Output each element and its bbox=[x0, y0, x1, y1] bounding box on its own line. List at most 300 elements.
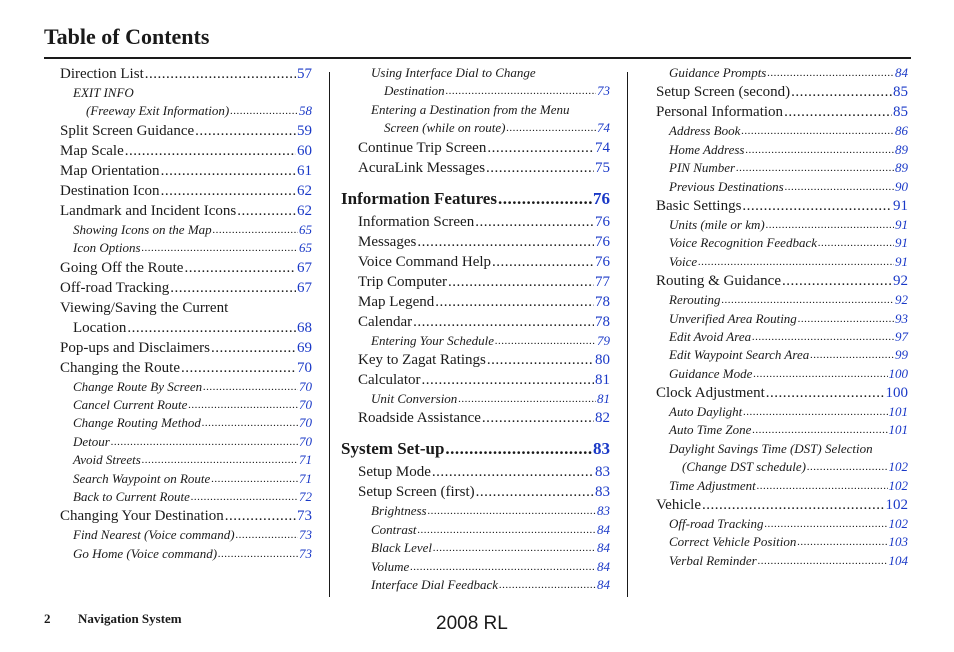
dot-leader bbox=[767, 64, 894, 82]
toc-entry-label: Time Adjustment bbox=[669, 477, 756, 493]
toc-entry[interactable] bbox=[60, 102, 312, 120]
toc-entry-label: Changing the Route bbox=[60, 359, 180, 376]
toc-entry-label: Basic Settings bbox=[656, 197, 742, 214]
dot-leader bbox=[782, 271, 892, 291]
dot-leader bbox=[487, 138, 594, 158]
toc-page-link[interactable]: 74 bbox=[597, 120, 610, 136]
toc-section-heading[interactable] bbox=[341, 436, 610, 462]
toc-entry[interactable] bbox=[358, 272, 610, 292]
toc-page-link[interactable]: 71 bbox=[299, 452, 312, 468]
dot-leader bbox=[766, 383, 885, 403]
toc-entry[interactable] bbox=[656, 365, 908, 383]
toc-entry-label: Calculator bbox=[358, 371, 421, 388]
toc-entry-label: Search Waypoint on Route bbox=[73, 470, 211, 486]
toc-entry[interactable] bbox=[358, 462, 610, 482]
dot-leader bbox=[237, 201, 296, 221]
dot-leader bbox=[753, 365, 887, 383]
toc-entry[interactable] bbox=[358, 370, 610, 390]
toc-entry[interactable] bbox=[60, 239, 312, 257]
toc-entry[interactable] bbox=[60, 378, 312, 396]
toc-entry-label: Previous Destinations bbox=[669, 178, 784, 194]
toc-entry-label: Trip Computer bbox=[358, 273, 448, 290]
toc-entry-label: Verbal Reminder bbox=[669, 552, 757, 568]
dot-leader bbox=[188, 396, 298, 414]
toc-page-link[interactable]: 82 bbox=[595, 410, 610, 427]
toc-page-link[interactable]: 76 bbox=[595, 213, 610, 230]
toc-page-link[interactable]: 103 bbox=[888, 534, 908, 550]
toc-entry[interactable] bbox=[358, 390, 610, 408]
dot-leader bbox=[766, 216, 894, 234]
toc-entry-label: Find Nearest (Voice command) bbox=[73, 527, 235, 543]
toc-entry[interactable] bbox=[358, 502, 610, 520]
toc-entry[interactable] bbox=[656, 383, 908, 403]
toc-entry[interactable] bbox=[358, 82, 610, 100]
toc-entry-label: Destination bbox=[384, 83, 445, 99]
toc-page-link[interactable]: 89 bbox=[895, 141, 908, 157]
toc-entry-label: Vehicle bbox=[656, 497, 701, 514]
dot-leader bbox=[446, 82, 596, 100]
toc-page-link[interactable]: 91 bbox=[893, 197, 908, 214]
dot-leader bbox=[743, 403, 887, 421]
toc-entry[interactable] bbox=[358, 521, 610, 539]
toc-entry[interactable] bbox=[60, 545, 312, 563]
toc-entry[interactable] bbox=[358, 482, 610, 502]
toc-entry[interactable] bbox=[60, 318, 312, 338]
toc-page-link[interactable]: 85 bbox=[893, 84, 908, 101]
toc-entry-label: Voice bbox=[669, 253, 698, 269]
toc-page-link[interactable]: 77 bbox=[595, 273, 610, 290]
toc-entry-label: Setup Screen (first) bbox=[358, 484, 475, 501]
toc-page-link[interactable]: 104 bbox=[888, 552, 908, 568]
dot-leader bbox=[752, 421, 887, 439]
dot-leader bbox=[475, 212, 594, 232]
dot-leader bbox=[161, 181, 296, 201]
toc-entry-label: Units (mile or km) bbox=[669, 216, 765, 232]
toc-entry[interactable] bbox=[656, 477, 908, 495]
toc-entry[interactable] bbox=[358, 212, 610, 232]
dot-leader bbox=[752, 328, 894, 346]
column-divider bbox=[627, 72, 628, 597]
toc-entry[interactable] bbox=[656, 291, 908, 309]
toc-entry[interactable] bbox=[656, 346, 908, 364]
toc-page-link[interactable]: 61 bbox=[297, 162, 312, 179]
toc-page-link[interactable]: 68 bbox=[297, 319, 312, 336]
toc-entry-label: Cancel Current Route bbox=[73, 396, 188, 412]
toc-entry[interactable] bbox=[60, 258, 312, 278]
toc-entry-label: Off-road Tracking bbox=[60, 279, 170, 296]
footer-section-label: Navigation System bbox=[78, 611, 182, 626]
dot-leader bbox=[476, 482, 594, 502]
toc-entry-label: Volume bbox=[371, 558, 410, 574]
dot-leader bbox=[181, 358, 296, 378]
dot-leader bbox=[487, 350, 594, 370]
toc-page-link[interactable]: 93 bbox=[895, 310, 908, 326]
toc-entry-label: System Set-up bbox=[341, 439, 445, 459]
toc-entry[interactable] bbox=[656, 253, 908, 271]
toc-page-link[interactable]: 67 bbox=[297, 259, 312, 276]
toc-entry[interactable] bbox=[656, 421, 908, 439]
toc-entry[interactable] bbox=[60, 414, 312, 432]
dot-leader bbox=[428, 502, 596, 520]
dot-leader bbox=[142, 239, 298, 257]
toc-page-link[interactable]: 73 bbox=[299, 527, 312, 543]
toc-entry-label: Personal Information bbox=[656, 104, 784, 121]
dot-leader bbox=[433, 539, 596, 557]
toc-page-link[interactable]: 101 bbox=[888, 404, 908, 420]
toc-entry[interactable] bbox=[358, 252, 610, 272]
dot-leader bbox=[125, 141, 296, 161]
toc-page-link[interactable]: 73 bbox=[597, 83, 610, 99]
toc-page-link[interactable]: 84 bbox=[597, 576, 610, 592]
dot-leader bbox=[203, 378, 298, 396]
dot-leader bbox=[818, 234, 894, 252]
dot-leader bbox=[791, 82, 892, 102]
dot-leader bbox=[225, 506, 296, 526]
dot-leader bbox=[236, 526, 298, 544]
dot-leader bbox=[145, 64, 296, 84]
toc-page-link[interactable]: 73 bbox=[299, 545, 312, 561]
toc-entry[interactable] bbox=[60, 221, 312, 239]
toc-entry[interactable] bbox=[656, 310, 908, 328]
toc-entry-label: Pop-ups and Disclaimers bbox=[60, 339, 210, 356]
toc-entry[interactable] bbox=[60, 506, 312, 526]
toc-page-link[interactable]: 84 bbox=[895, 64, 908, 80]
toc-entry-label: Going Off the Route bbox=[60, 259, 184, 276]
toc-entry-label: Edit Waypoint Search Area bbox=[669, 347, 810, 363]
toc-entry-heading: Daylight Savings Time (DST) Selection bbox=[669, 440, 873, 456]
toc-entry[interactable] bbox=[358, 119, 610, 137]
dot-leader bbox=[486, 158, 594, 178]
dot-leader bbox=[170, 278, 296, 298]
toc-entry[interactable] bbox=[60, 161, 312, 181]
toc-entry[interactable] bbox=[60, 396, 312, 414]
toc-page-link[interactable]: 91 bbox=[895, 235, 908, 251]
dot-leader bbox=[195, 121, 296, 141]
toc-page-link[interactable]: 71 bbox=[299, 470, 312, 486]
toc-entry-label: Avoid Streets bbox=[73, 452, 141, 468]
toc-entry[interactable] bbox=[60, 141, 312, 161]
toc-entry-label: (Change DST schedule) bbox=[682, 459, 806, 475]
dot-leader bbox=[417, 232, 594, 252]
toc-column-3 bbox=[656, 64, 908, 570]
toc-page-link[interactable]: 84 bbox=[597, 558, 610, 574]
toc-entry-label: Changing Your Destination bbox=[60, 508, 224, 525]
toc-entry-label: Auto Time Zone bbox=[669, 422, 752, 438]
toc-entry-label: Routing & Guidance bbox=[656, 273, 781, 290]
toc-entry[interactable] bbox=[656, 122, 908, 140]
toc-entry-label: Calendar bbox=[358, 313, 413, 330]
toc-entry[interactable] bbox=[358, 332, 610, 350]
toc-entry[interactable] bbox=[60, 526, 312, 544]
toc-entry-label: Information Screen bbox=[358, 213, 475, 230]
toc-page-link[interactable]: 70 bbox=[299, 433, 312, 449]
dot-leader bbox=[127, 318, 296, 338]
toc-entry-label: Brightness bbox=[371, 503, 427, 519]
toc-entry-label: Entering Your Schedule bbox=[371, 332, 495, 348]
toc-entry-label: Off-road Tracking bbox=[669, 516, 764, 532]
dot-leader bbox=[758, 552, 888, 570]
toc-page-link[interactable]: 70 bbox=[299, 396, 312, 412]
toc-entry-label: Voice Recognition Feedback bbox=[669, 235, 817, 251]
dot-leader bbox=[495, 332, 596, 350]
dot-leader bbox=[184, 258, 296, 278]
toc-entry-label: Information Features bbox=[341, 188, 497, 208]
toc-entry[interactable] bbox=[60, 488, 312, 506]
title-divider bbox=[44, 57, 911, 59]
toc-page-link[interactable]: 76 bbox=[595, 233, 610, 250]
toc-entry-label: Key to Zagat Ratings bbox=[358, 351, 486, 368]
toc-page-link[interactable]: 65 bbox=[299, 221, 312, 237]
toc-page-link[interactable]: 78 bbox=[595, 313, 610, 330]
toc-page-link[interactable]: 62 bbox=[297, 182, 312, 199]
toc-entry-label: Go Home (Voice command) bbox=[73, 545, 218, 561]
toc-entry-label: Edit Avoid Area bbox=[669, 328, 752, 344]
toc-entry-label: Guidance Mode bbox=[669, 365, 753, 381]
dot-leader bbox=[499, 576, 596, 594]
toc-entry[interactable] bbox=[60, 64, 312, 84]
toc-entry-label: Interface Dial Feedback bbox=[371, 576, 499, 592]
toc-section-heading[interactable] bbox=[341, 186, 610, 212]
toc-entry[interactable] bbox=[358, 350, 610, 370]
toc-page-link[interactable]: 102 bbox=[888, 477, 908, 493]
dot-leader bbox=[807, 458, 888, 476]
toc-entry-label: AcuraLink Messages bbox=[358, 159, 486, 176]
dot-leader bbox=[418, 521, 596, 539]
toc-entry-label: Unverified Area Routing bbox=[669, 310, 797, 326]
toc-entry-label: Correct Vehicle Position bbox=[669, 534, 797, 550]
toc-entry[interactable] bbox=[60, 451, 312, 469]
toc-page-link[interactable]: 78 bbox=[595, 293, 610, 310]
toc-entry[interactable] bbox=[656, 159, 908, 177]
toc-page-link[interactable]: 72 bbox=[299, 488, 312, 504]
toc-page-link[interactable]: 58 bbox=[299, 103, 312, 119]
toc-page-link[interactable]: 59 bbox=[297, 122, 312, 139]
dot-leader bbox=[432, 462, 594, 482]
toc-page-link[interactable]: 70 bbox=[299, 378, 312, 394]
dot-leader bbox=[421, 370, 594, 390]
dot-leader bbox=[218, 545, 298, 563]
toc-page-link[interactable]: 89 bbox=[895, 160, 908, 176]
toc-entry[interactable] bbox=[60, 181, 312, 201]
dot-leader bbox=[810, 346, 894, 364]
toc-entry-heading: Viewing/Saving the Current bbox=[60, 299, 229, 316]
toc-entry-label: Map Scale bbox=[60, 142, 124, 159]
toc-page-link[interactable]: 102 bbox=[885, 497, 908, 514]
dot-leader bbox=[448, 272, 594, 292]
toc-page-link[interactable]: 81 bbox=[597, 390, 610, 406]
toc-entry-label: Address Book bbox=[669, 123, 741, 139]
toc-page-link[interactable]: 76 bbox=[593, 188, 610, 208]
dot-leader bbox=[745, 141, 894, 159]
dot-leader bbox=[765, 515, 888, 533]
toc-page-link[interactable]: 57 bbox=[297, 66, 312, 82]
dot-leader bbox=[191, 488, 298, 506]
toc-entry-label: Contrast bbox=[371, 521, 417, 537]
dot-leader bbox=[798, 310, 894, 328]
toc-page-link[interactable]: 74 bbox=[595, 139, 610, 156]
toc-entry-label: Location bbox=[73, 319, 127, 336]
dot-leader bbox=[785, 178, 894, 196]
toc-entry[interactable] bbox=[656, 196, 908, 216]
toc-entry[interactable] bbox=[358, 539, 610, 557]
dot-leader bbox=[741, 122, 894, 140]
toc-entry-label: PIN Number bbox=[669, 160, 736, 176]
toc-page-link[interactable]: 83 bbox=[595, 464, 610, 481]
toc-page-link[interactable]: 102 bbox=[888, 459, 908, 475]
toc-entry-label: Destination Icon bbox=[60, 182, 160, 199]
page-number: 2 bbox=[44, 611, 51, 626]
toc-entry-label: Map Legend bbox=[358, 293, 435, 310]
dot-leader bbox=[784, 102, 892, 122]
toc-entry[interactable] bbox=[358, 576, 610, 594]
toc-page-link[interactable]: 83 bbox=[593, 439, 610, 459]
toc-entry-label: Split Screen Guidance bbox=[60, 122, 195, 139]
toc-page-link[interactable]: 84 bbox=[597, 521, 610, 537]
toc-entry[interactable] bbox=[60, 358, 312, 378]
toc-entry-label: Change Route By Screen bbox=[73, 378, 203, 394]
toc-page-link[interactable]: 102 bbox=[888, 516, 908, 532]
column-divider bbox=[329, 72, 330, 597]
toc-entry-heading: Using Interface Dial to Change bbox=[371, 65, 536, 80]
dot-leader bbox=[211, 338, 296, 358]
toc-page-link[interactable]: 100 bbox=[885, 385, 908, 402]
toc-entry[interactable] bbox=[656, 533, 908, 551]
toc-page-link[interactable]: 83 bbox=[597, 503, 610, 519]
toc-page-link[interactable]: 75 bbox=[595, 159, 610, 176]
toc-page-link[interactable]: 76 bbox=[595, 253, 610, 270]
toc-entry[interactable] bbox=[656, 328, 908, 346]
toc-entry[interactable] bbox=[358, 158, 610, 178]
toc-entry-label: (Freeway Exit Information) bbox=[86, 103, 230, 119]
dot-leader bbox=[757, 477, 888, 495]
toc-entry[interactable] bbox=[358, 232, 610, 252]
toc-entry[interactable] bbox=[656, 515, 908, 533]
toc-page-link[interactable]: 69 bbox=[297, 339, 312, 356]
toc-page-link[interactable]: 91 bbox=[895, 216, 908, 232]
toc-page-link[interactable]: 92 bbox=[893, 273, 908, 290]
toc-entry[interactable] bbox=[656, 64, 908, 82]
toc-entry[interactable] bbox=[656, 141, 908, 159]
dot-leader bbox=[797, 533, 887, 551]
toc-entry-label: Unit Conversion bbox=[371, 390, 458, 406]
toc-entry[interactable] bbox=[60, 433, 312, 451]
dot-leader bbox=[742, 196, 892, 216]
toc-entry-label: Continue Trip Screen bbox=[358, 139, 487, 156]
toc-entry[interactable] bbox=[358, 408, 610, 428]
toc-entry-label: Setup Mode bbox=[358, 464, 431, 481]
toc-page-link[interactable]: 60 bbox=[297, 142, 312, 159]
toc-entry[interactable] bbox=[656, 495, 908, 515]
dot-leader bbox=[435, 292, 594, 312]
toc-entry[interactable] bbox=[60, 201, 312, 221]
toc-entry[interactable] bbox=[656, 178, 908, 196]
toc-entry-label: Home Address bbox=[669, 141, 745, 157]
dot-leader bbox=[445, 436, 592, 462]
toc-page-link[interactable]: 92 bbox=[895, 292, 908, 308]
toc-page-link[interactable]: 81 bbox=[595, 371, 610, 388]
toc-entry[interactable] bbox=[656, 552, 908, 570]
dot-leader bbox=[498, 186, 592, 212]
toc-entry-label: Screen (while on route) bbox=[384, 120, 506, 136]
toc-entry[interactable] bbox=[656, 403, 908, 421]
toc-entry[interactable] bbox=[656, 82, 908, 102]
toc-entry[interactable] bbox=[358, 292, 610, 312]
dot-leader bbox=[458, 390, 596, 408]
toc-entry[interactable] bbox=[656, 102, 908, 122]
dot-leader bbox=[492, 252, 594, 272]
toc-entry-label: Voice Command Help bbox=[358, 253, 492, 270]
dot-leader bbox=[736, 159, 894, 177]
toc-entry-label: Guidance Prompts bbox=[669, 64, 767, 80]
toc-page-link[interactable]: 62 bbox=[297, 202, 312, 219]
dot-leader bbox=[482, 408, 594, 428]
toc-page-link[interactable]: 70 bbox=[299, 415, 312, 431]
toc-entry-heading: Entering a Destination from the Menu bbox=[371, 101, 570, 117]
toc-column-1 bbox=[60, 64, 312, 563]
toc-entry-label: Direction List bbox=[60, 66, 144, 82]
toc-column-2 bbox=[341, 64, 610, 594]
dot-leader bbox=[698, 253, 894, 271]
dot-leader bbox=[111, 433, 298, 451]
dot-leader bbox=[211, 470, 298, 488]
toc-page-link[interactable]: 100 bbox=[888, 365, 908, 381]
toc-page-link[interactable]: 101 bbox=[888, 422, 908, 438]
toc-page-link[interactable]: 91 bbox=[895, 253, 908, 269]
toc-page-link[interactable]: 85 bbox=[893, 104, 908, 121]
dot-leader bbox=[410, 558, 596, 576]
toc-page-link[interactable]: 90 bbox=[895, 178, 908, 194]
toc-entry-label: Back to Current Route bbox=[73, 488, 190, 504]
dot-leader bbox=[413, 312, 594, 332]
toc-page-link[interactable]: 73 bbox=[297, 508, 312, 525]
toc-page-link[interactable]: 84 bbox=[597, 540, 610, 556]
dot-leader bbox=[506, 119, 596, 137]
toc-page-link[interactable]: 97 bbox=[895, 328, 908, 344]
toc-entry-label: Black Level bbox=[371, 540, 432, 556]
toc-entry[interactable] bbox=[656, 216, 908, 234]
toc-page-link[interactable]: 70 bbox=[297, 359, 312, 376]
toc-page-link[interactable]: 83 bbox=[595, 484, 610, 501]
toc-page-link[interactable]: 65 bbox=[299, 240, 312, 256]
toc-entry-label: Rerouting bbox=[669, 292, 721, 308]
toc-entry[interactable] bbox=[60, 121, 312, 141]
toc-entry[interactable] bbox=[60, 278, 312, 298]
toc-entry-label: Setup Screen (second) bbox=[656, 84, 791, 101]
dot-leader bbox=[202, 414, 298, 432]
toc-entry-label: Auto Daylight bbox=[669, 404, 743, 420]
toc-entry[interactable] bbox=[358, 138, 610, 158]
dot-leader bbox=[702, 495, 885, 515]
footer-model-label: 2008 RL bbox=[436, 613, 508, 634]
toc-entry[interactable] bbox=[656, 458, 908, 476]
toc-entry[interactable] bbox=[358, 312, 610, 332]
toc-entry[interactable] bbox=[656, 271, 908, 291]
dot-leader bbox=[213, 221, 298, 239]
toc-page-link[interactable]: 80 bbox=[595, 351, 610, 368]
toc-page-link[interactable]: 99 bbox=[895, 347, 908, 363]
toc-entry[interactable] bbox=[358, 558, 610, 576]
dot-leader bbox=[722, 291, 894, 309]
toc-page-link[interactable]: 67 bbox=[297, 279, 312, 296]
page-title: Table of Contents bbox=[44, 24, 210, 49]
toc-entry-label: Map Orientation bbox=[60, 162, 160, 179]
toc-entry[interactable] bbox=[60, 338, 312, 358]
toc-entry[interactable] bbox=[656, 234, 908, 252]
toc-page-link[interactable]: 79 bbox=[597, 332, 610, 348]
toc-entry[interactable] bbox=[60, 470, 312, 488]
toc-page-link[interactable]: 86 bbox=[895, 123, 908, 139]
toc-entry-label: Icon Options bbox=[73, 240, 141, 256]
